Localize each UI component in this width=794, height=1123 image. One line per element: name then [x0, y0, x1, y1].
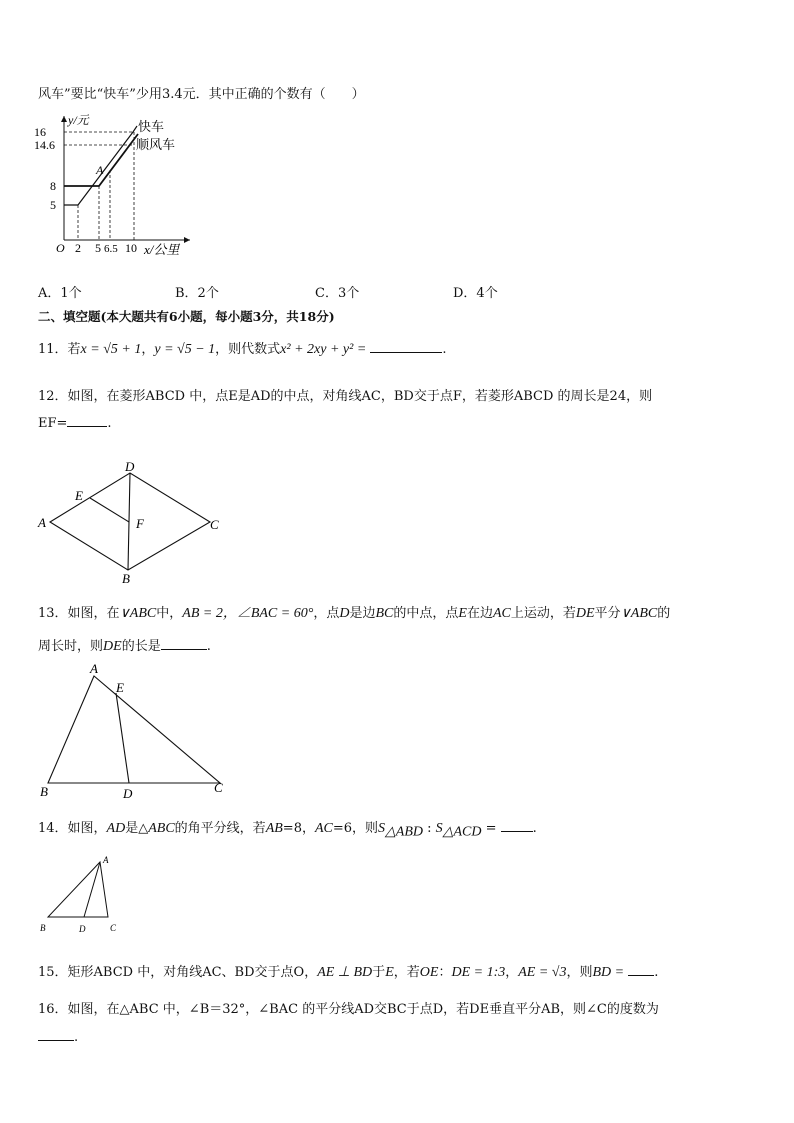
y-tick-14-6: 14.6	[34, 138, 55, 152]
shunfengche-label: 顺风车	[136, 137, 176, 152]
point-a-label: A	[96, 163, 104, 177]
q15-answer-blank	[628, 975, 654, 976]
q14-answer-blank	[501, 831, 533, 832]
label-c: C	[210, 517, 219, 532]
label-c: C	[110, 923, 117, 933]
x-tick-6-5: 6.5	[104, 243, 118, 255]
q16-answer-blank	[38, 1040, 74, 1041]
x-axis-arrow	[184, 237, 190, 243]
y-tick-8: 8	[50, 179, 56, 193]
label-e: E	[75, 488, 83, 503]
q13-answer-blank	[161, 649, 207, 650]
q12-line-1: 12．如图，在菱形ABCD 中，点E是AD的中点，对角线AC，BD交于点F，若菱形ABCD 的周长是24，则	[38, 389, 653, 404]
q12-line-2: EF= .	[38, 416, 112, 431]
q12-answer-blank	[67, 426, 107, 427]
label-a: A	[90, 661, 98, 676]
y-tick-5: 5	[50, 198, 56, 212]
shunfengche-line	[64, 134, 138, 186]
q10-option-c: C．3个	[315, 286, 360, 301]
section-2-heading: 二、填空题(本大题共有6小题，每小题3分，共18分)	[38, 309, 335, 324]
q11-answer-blank	[370, 352, 442, 353]
q16-line-2: .	[38, 1030, 78, 1045]
q10-graph	[30, 112, 200, 260]
y-tick-16: 16	[34, 125, 46, 139]
label-c: C	[214, 780, 223, 795]
question-11: 11．若x = √5 + 1，y = √5 − 1，则代数式x² + 2xy + y² = .	[38, 342, 447, 357]
x-tick-5: 5	[95, 241, 101, 255]
q11-expression: x² + 2xy + y² =	[280, 342, 367, 357]
label-d: D	[125, 459, 135, 474]
label-f: F	[136, 516, 144, 531]
label-b: B	[40, 784, 48, 799]
q11-x-equation: x = √5 + 1	[80, 342, 142, 357]
segment-ef	[90, 498, 129, 522]
y-axis-label: y/元	[68, 113, 89, 127]
segment-de	[116, 693, 129, 783]
question-15: 15．矩形ABCD 中，对角线AC、BD交于点O，AE ⊥ BD于E，若OE：DE = 1:3，AE = √3，则BD = .	[38, 965, 659, 980]
q10-option-b: B．2个	[175, 286, 219, 301]
triangle-abc	[48, 862, 108, 917]
x-tick-2: 2	[75, 241, 81, 255]
origin-label: O	[56, 241, 65, 255]
x-tick-10: 10	[125, 241, 137, 255]
label-e: E	[116, 680, 124, 695]
y-axis-arrow	[61, 116, 67, 122]
label-a: A	[38, 515, 46, 530]
triangle-abc	[48, 676, 220, 783]
label-d: D	[79, 924, 86, 934]
q10-text-tail: 风车”要比“快车”少用3.4元．其中正确的个数有（ ）	[38, 87, 365, 102]
label-a: A	[103, 855, 109, 865]
q10-option-d: D．4个	[453, 286, 498, 301]
q13-line-2: 周长时，则DE的长是 .	[38, 639, 211, 654]
q13-triangle-figure	[36, 660, 236, 802]
q11-y-equation: y = √5 − 1	[154, 342, 216, 357]
q16-line-1: 16．如图，在△ABC 中，∠B＝32°，∠BAC 的平分线AD交BC于点D，若DE垂直平分AB，则∠C的度数为	[38, 1002, 659, 1017]
x-axis-label: x/公里	[144, 242, 180, 257]
label-b: B	[122, 571, 130, 585]
kuaiche-label: 快车	[138, 119, 165, 134]
q13-line-1: 13．如图，在∨ABC中，AB = 2，∠BAC = 60°，点D是边BC的中点，点E在边AC上运动，若DE平分∨ABC的	[38, 606, 671, 621]
label-d: D	[123, 786, 133, 801]
question-14: 14．如图，AD是△ABC的角平分线，若AB=8，AC=6，则$S_{\triangle ABD}$ : $S_{\triangle ACD}$ = .	[38, 821, 537, 840]
q12-rhombus-figure	[30, 455, 230, 585]
q14-triangle-figure	[36, 852, 126, 936]
label-b: B	[40, 923, 46, 933]
q10-option-a: A．1个	[38, 286, 82, 301]
